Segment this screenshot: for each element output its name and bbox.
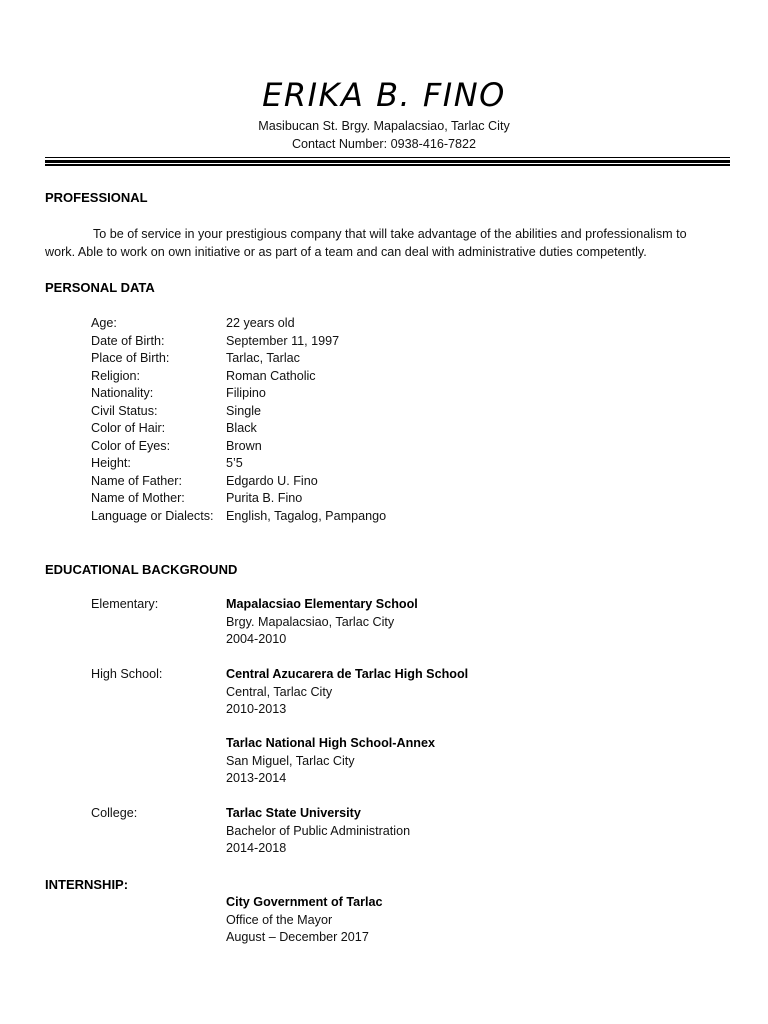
personal-data-label: Height:: [91, 456, 131, 470]
personal-data-value: Filipino: [226, 386, 266, 400]
personal-data-value: Tarlac, Tarlac: [226, 351, 300, 365]
education-details: [226, 666, 468, 719]
personal-data-value: Purita B. Fino: [226, 491, 303, 505]
education-level: Elementary:: [91, 597, 159, 611]
section-heading-professional: PROFESSIONAL: [45, 190, 148, 205]
personal-data-row: [91, 385, 386, 403]
personal-data-row: [91, 315, 386, 333]
school-name: Tarlac National High School-Annex: [226, 736, 435, 750]
personal-data-label: Age:: [91, 316, 117, 330]
address-line: Masibucan St. Brgy. Mapalacsiao, Tarlac City: [258, 119, 510, 133]
school-detail: San Miguel, Tarlac City: [226, 753, 355, 768]
section-heading-internship: INTERNSHIP:: [45, 877, 129, 892]
personal-data-value: Edgardo U. Fino: [226, 473, 318, 488]
personal-data-value: 22 years old: [226, 316, 295, 330]
personal-data-row: [91, 455, 386, 473]
section-heading-personal-data: PERSONAL DATA: [45, 280, 155, 295]
personal-data-label: Place of Birth:: [91, 351, 170, 365]
personal-data-row: [91, 438, 386, 456]
divider-line-bottom: [45, 164, 730, 166]
divider-line-top: [45, 157, 730, 159]
personal-data-row: [91, 350, 386, 368]
personal-data-row: [91, 403, 386, 421]
personal-data-row: [91, 473, 386, 491]
education-level: High School:: [91, 667, 163, 681]
contact-number: Contact Number: 0938-416-7822: [291, 137, 477, 151]
objective-paragraph: To be of service in your prestigious company that will take advantage of the abilities and professionalism to work. Able to work on own initiative or as part of a team and can deal with administrative duties competently.: [45, 227, 687, 259]
personal-data-table: [91, 315, 386, 525]
school-name: Mapalacsiao Elementary School: [226, 597, 418, 611]
personal-data-value: English, Tagalog, Pampango: [226, 508, 387, 523]
personal-data-value: Roman Catholic: [226, 368, 316, 383]
school-years: 2013-2014: [226, 771, 287, 786]
personal-data-value: Brown: [226, 438, 262, 453]
internship-office: Office of the Mayor: [226, 912, 333, 927]
personal-data-label: Civil Status:: [91, 403, 158, 418]
internship-details: [226, 894, 383, 947]
applicant-name: ERIKA B. FINO: [262, 76, 506, 114]
personal-data-label: Date of Birth:: [91, 333, 165, 348]
personal-data-value: Single: [226, 403, 262, 418]
school-years: 2014-2018: [226, 841, 287, 856]
personal-data-row: [91, 420, 386, 438]
personal-data-label: Color of Eyes:: [91, 438, 171, 453]
personal-data-label: Language or Dialects:: [91, 508, 214, 523]
personal-data-value: Black: [226, 421, 257, 435]
personal-data-row: [91, 368, 386, 386]
personal-data-value: September 11, 1997: [226, 333, 340, 348]
school-name: Tarlac State University: [226, 806, 361, 820]
personal-data-row: [91, 333, 386, 351]
education-details: [226, 735, 435, 788]
education-level: College:: [91, 806, 138, 820]
personal-data-row: [91, 508, 386, 526]
personal-data-label: Nationality:: [91, 386, 154, 400]
personal-data-label: Religion:: [91, 368, 141, 383]
section-heading-education: EDUCATIONAL BACKGROUND: [45, 562, 238, 577]
internship-period: August – December 2017: [226, 930, 369, 945]
education-details: [226, 596, 418, 649]
school-name: Central Azucarera de Tarlac High School: [226, 667, 469, 681]
school-years: 2010-2013: [226, 702, 287, 717]
school-detail: Bachelor of Public Administration: [226, 823, 411, 838]
personal-data-value: 5’5: [226, 456, 243, 470]
internship-organization: City Government of Tarlac: [226, 895, 383, 909]
personal-data-row: [91, 490, 386, 508]
divider-line-thick: [45, 160, 730, 163]
school-detail: Brgy. Mapalacsiao, Tarlac City: [226, 614, 395, 629]
personal-data-label: Name of Mother:: [91, 491, 185, 505]
personal-data-label: Color of Hair:: [91, 421, 166, 435]
school-detail: Central, Tarlac City: [226, 684, 333, 699]
school-years: 2004-2010: [226, 632, 287, 647]
personal-data-label: Name of Father:: [91, 473, 182, 488]
education-details: [226, 805, 410, 858]
